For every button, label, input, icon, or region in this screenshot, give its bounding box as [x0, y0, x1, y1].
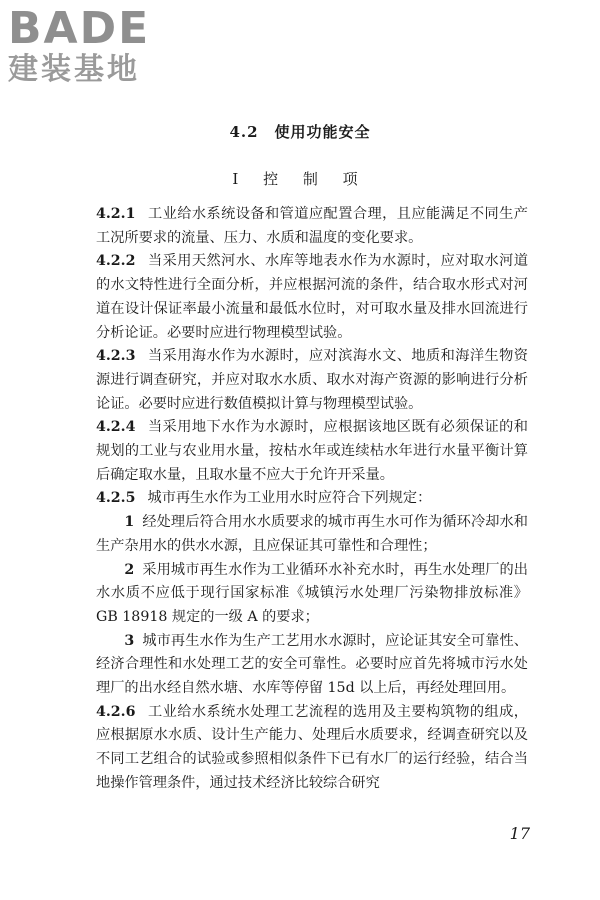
clause-number: 4.2.3	[96, 348, 136, 365]
clause	[96, 250, 528, 345]
page-number: 17	[509, 824, 530, 843]
clause-number: 4.2.4	[96, 419, 136, 436]
item-number: 1	[124, 514, 135, 531]
subsection-title: Ⅰ 控 制 项	[232, 170, 368, 188]
clause-text: 城市再生水作为工业用水时应符合下列规定：	[147, 490, 432, 507]
clause	[96, 345, 528, 416]
clause	[96, 416, 528, 487]
clause	[96, 487, 528, 511]
clause-text: 当采用地下水作为水源时，应根据该地区既有必须保证的和规划的工业与农业用水量，按枯水年或连续枯水年进行水量平衡计算后确定取水量，且取水量不应大于允许开采量。	[96, 419, 528, 483]
clause-item	[96, 511, 528, 558]
logo-wordmark: BADE	[8, 3, 151, 54]
clause-number: 4.2.5	[96, 490, 136, 507]
item-number: 2	[124, 561, 135, 578]
section-title: 4.2 使用功能安全	[229, 123, 371, 141]
clause	[96, 203, 528, 250]
clause-item	[96, 559, 528, 630]
clause-text: 工业给水系统水处理工艺流程的选用及主要构筑物的组成，应根据原水水质、设计生产能力、处理后水质要求，经调查研究以及不同工艺组合的试验或参照相似条件下已有水厂的运行经验，结合当地操作管理条件，通过技术经济比较综合研究	[96, 703, 528, 791]
clause	[96, 701, 528, 796]
clause-number: 4.2.1	[96, 206, 136, 222]
item-text: 城市再生水作为生产工艺用水水源时，应论证其安全可靠性、经济合理性和水处理工艺的安全可靠性。必要时应首先将城市污水处理厂的出水经自然水塘、水库等停留 15d 以上后，再经处理回用。	[96, 632, 528, 697]
clause-item	[96, 630, 528, 701]
document-body	[96, 203, 528, 796]
clause-text: 当采用天然河水、水库等地表水作为水源时，应对取水河道的水文特性进行全面分析，并应根据河流的条件，结合取水形式对河道在设计保证率最小流量和最低水位时，对可取水量及排水回流进行分析论证。必要时应进行物理模型试验。	[96, 253, 528, 341]
item-text: 经处理后符合用水水质要求的城市再生水可作为循环冷却水和生产杂用水的供水水源，且应保证其可靠性和合理性；	[96, 514, 528, 554]
clause-number: 4.2.6	[96, 703, 136, 720]
logo-subtitle: 建装基地	[8, 52, 140, 87]
clause-text: 当采用海水作为水源时，应对滨海水文、地质和海洋生物资源进行调查研究，并应对取水水质、取水对海产资源的影响进行分析论证。必要时应进行数值模拟计算与物理模型试验。	[96, 348, 528, 412]
bade-logo	[8, 3, 178, 88]
item-number: 3	[124, 632, 135, 649]
item-text: 采用城市再生水作为工业循环水补充水时，再生水处理厂的出水水质不应低于现行国家标准《城镇污水处理厂污染物排放标准》GB 18918 规定的一级 A 的要求；	[96, 561, 528, 625]
clause-text: 工业给水系统设备和管道应配置合理，且应能满足不同生产工况所要求的流量、压力、水质和温度的变化要求。	[96, 206, 528, 246]
clause-number: 4.2.2	[96, 253, 136, 270]
